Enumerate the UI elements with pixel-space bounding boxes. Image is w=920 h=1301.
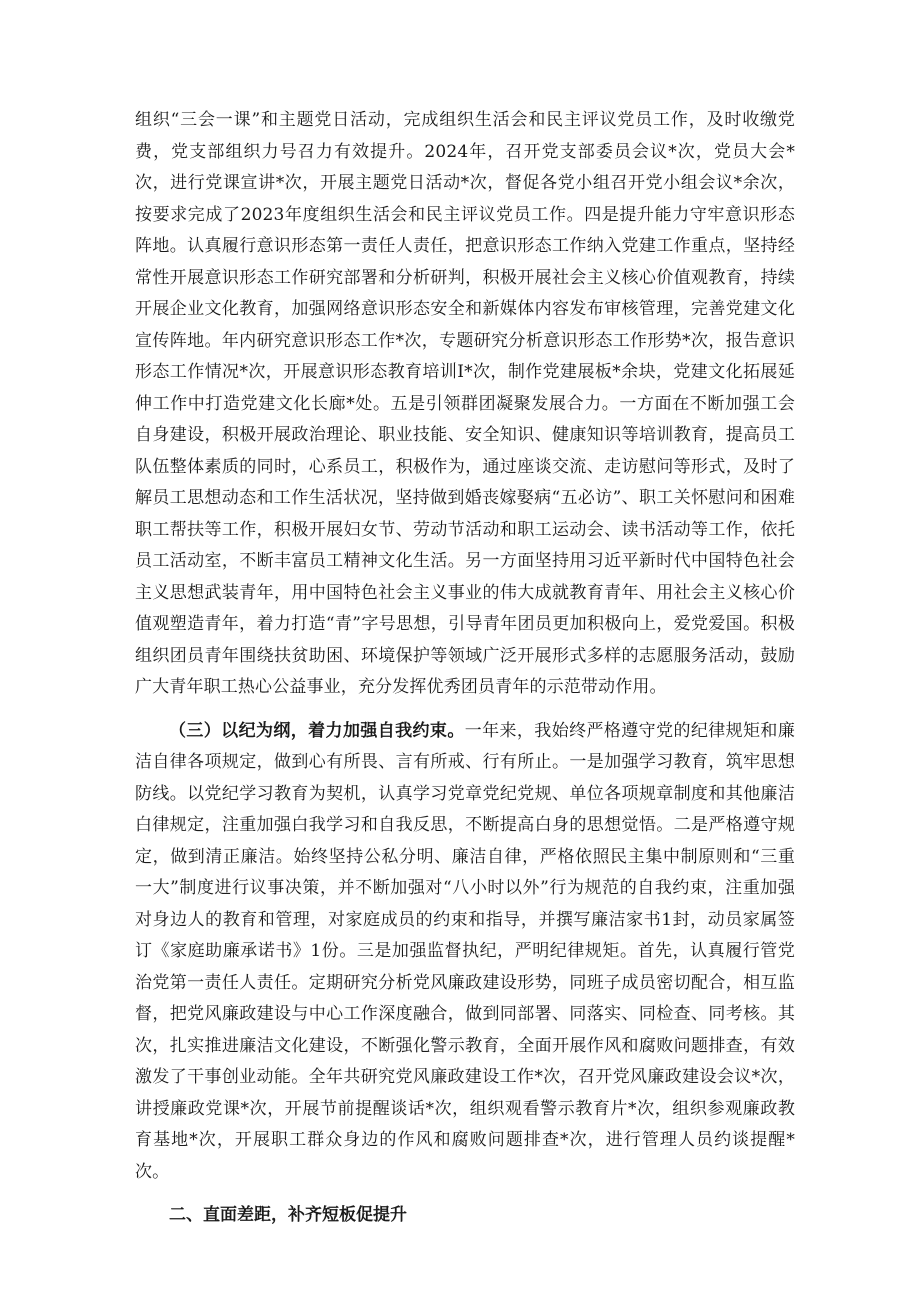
document-body bbox=[135, 105, 795, 1232]
body-paragraph-continuation: 组织“三会一课”和主题党日活动，完成组织生活会和民主评议党员工作，及时收缴党费，党支部组织力号召力有效提升。2024年，召开党支部委员会议*次，党员大会*次，进行党课宣讲*次，开展主题党日活动*次，督促各党小组召开党小组会议*余次，按要求完成了2023年度组织生活会和民主评议党员工作。四是提升能力守牢意识形态阵地。认真履行意识形态第一责任人责任，把意识形态工作纳入党建工作重点，坚持经常性开展意识形态工作研究部署和分析研判，积极开展社会主义核心价值观教育，持续开展企业文化教育，加强网络意识形态安全和新媒体内容发布审核管理，完善党建文化宣传阵地。年内研究意识形态工作*次，专题研究分析意识形态工作形势*次，报告意识形态工作情况*次，开展意识形态教育培训I*次，制作党建展板*余块，党建文化拓展延伸工作中打造党建文化长廊*处。五是引领群团凝聚发展合力。一方面在不断加强工会自身建设，积极开展政治理论、职业技能、安全知识、健康知识等培训教育，提高员工队伍整体素质的同时，心系员工，积极作为，通过座谈交流、走访慰问等形式，及时了解员工思想动态和工作生活状况，坚持做到婚丧嫁娶病“五必访”、职工关怀慰问和困难职工帮扶等工作，积极开展妇女节、劳动节活动和职工运动会、读书活动等工作，依托员工活动室，不断丰富员工精神文化生活。另一方面坚持用习近平新时代中国特色社会主义思想武装青年，用中国特色社会主义事业的伟大成就教育青年、用社会主义核心价值观塑造青年，着力打造“青”字号思想，引导青年团员更加积极向上，爱党爱国。积极组织团员青年围绕扶贫助困、环境保护等领域广泛开展形式多样的志愿服务活动，鼓励广大青年职工热心公益事业，充分发挥优秀团员青年的示范带动作用。 bbox=[135, 110, 795, 697]
section-heading: 二、直面差距，补齐短板促提升 bbox=[169, 1205, 407, 1225]
subsection-body-text: 一年来，我始终严格遵守党的纪律规矩和廉洁自律各项规定，做到心有所畏、言有所戒、行有所止。一是加强学习教育，筑牢思想防线。以党纪学习教育为契机，认真学习党章党纪党规、单位各项规章制度和其他廉洁白律规定，注重加强白我学习和自我反思，不断提高白身的思想觉悟。二是严格遵守规定，做到清正廉洁。始终坚持公私分明、廉洁自律，严格依照民主集中制原则和“三重一大”制度进行议事决策，并不断加强对“八小时以外”行为规范的自我约束，注重加强对身边人的教育和管理，对家庭成员的约束和指导，并撰写廉洁家书1封，动员家属签订《家庭助廉承诺书》1份。三是加强监督执纪，严明纪律规矩。首先，认真履行管党治党第一责任人责任。定期研究分析党风廉政建设形势，同班子成员密切配合，相互监督，把党风廉政建设与中心工作深度融合，做到同部署、同落实、同检查、同考核。其次，扎实推进廉洁文化建设，不断强化警示教育，全面开展作风和腐败问题排查，有效激发了干事创业动能。全年共研究党风廉政建设工作*次，召开党风廉政建设会议*次，讲授廉政党课*次，开展节前提醒谈话*次，组织观看警示教育片*次，组织参观廉政教育基地*次，开展职工群众身边的作风和腐败问题排查*次，进行管理人员约谈提醒*次。 bbox=[135, 720, 795, 1182]
subsection-lead-heading: （三）以纪为纲，着力加强自我约束。 bbox=[169, 720, 465, 741]
body-paragraph-discipline bbox=[135, 716, 795, 1189]
